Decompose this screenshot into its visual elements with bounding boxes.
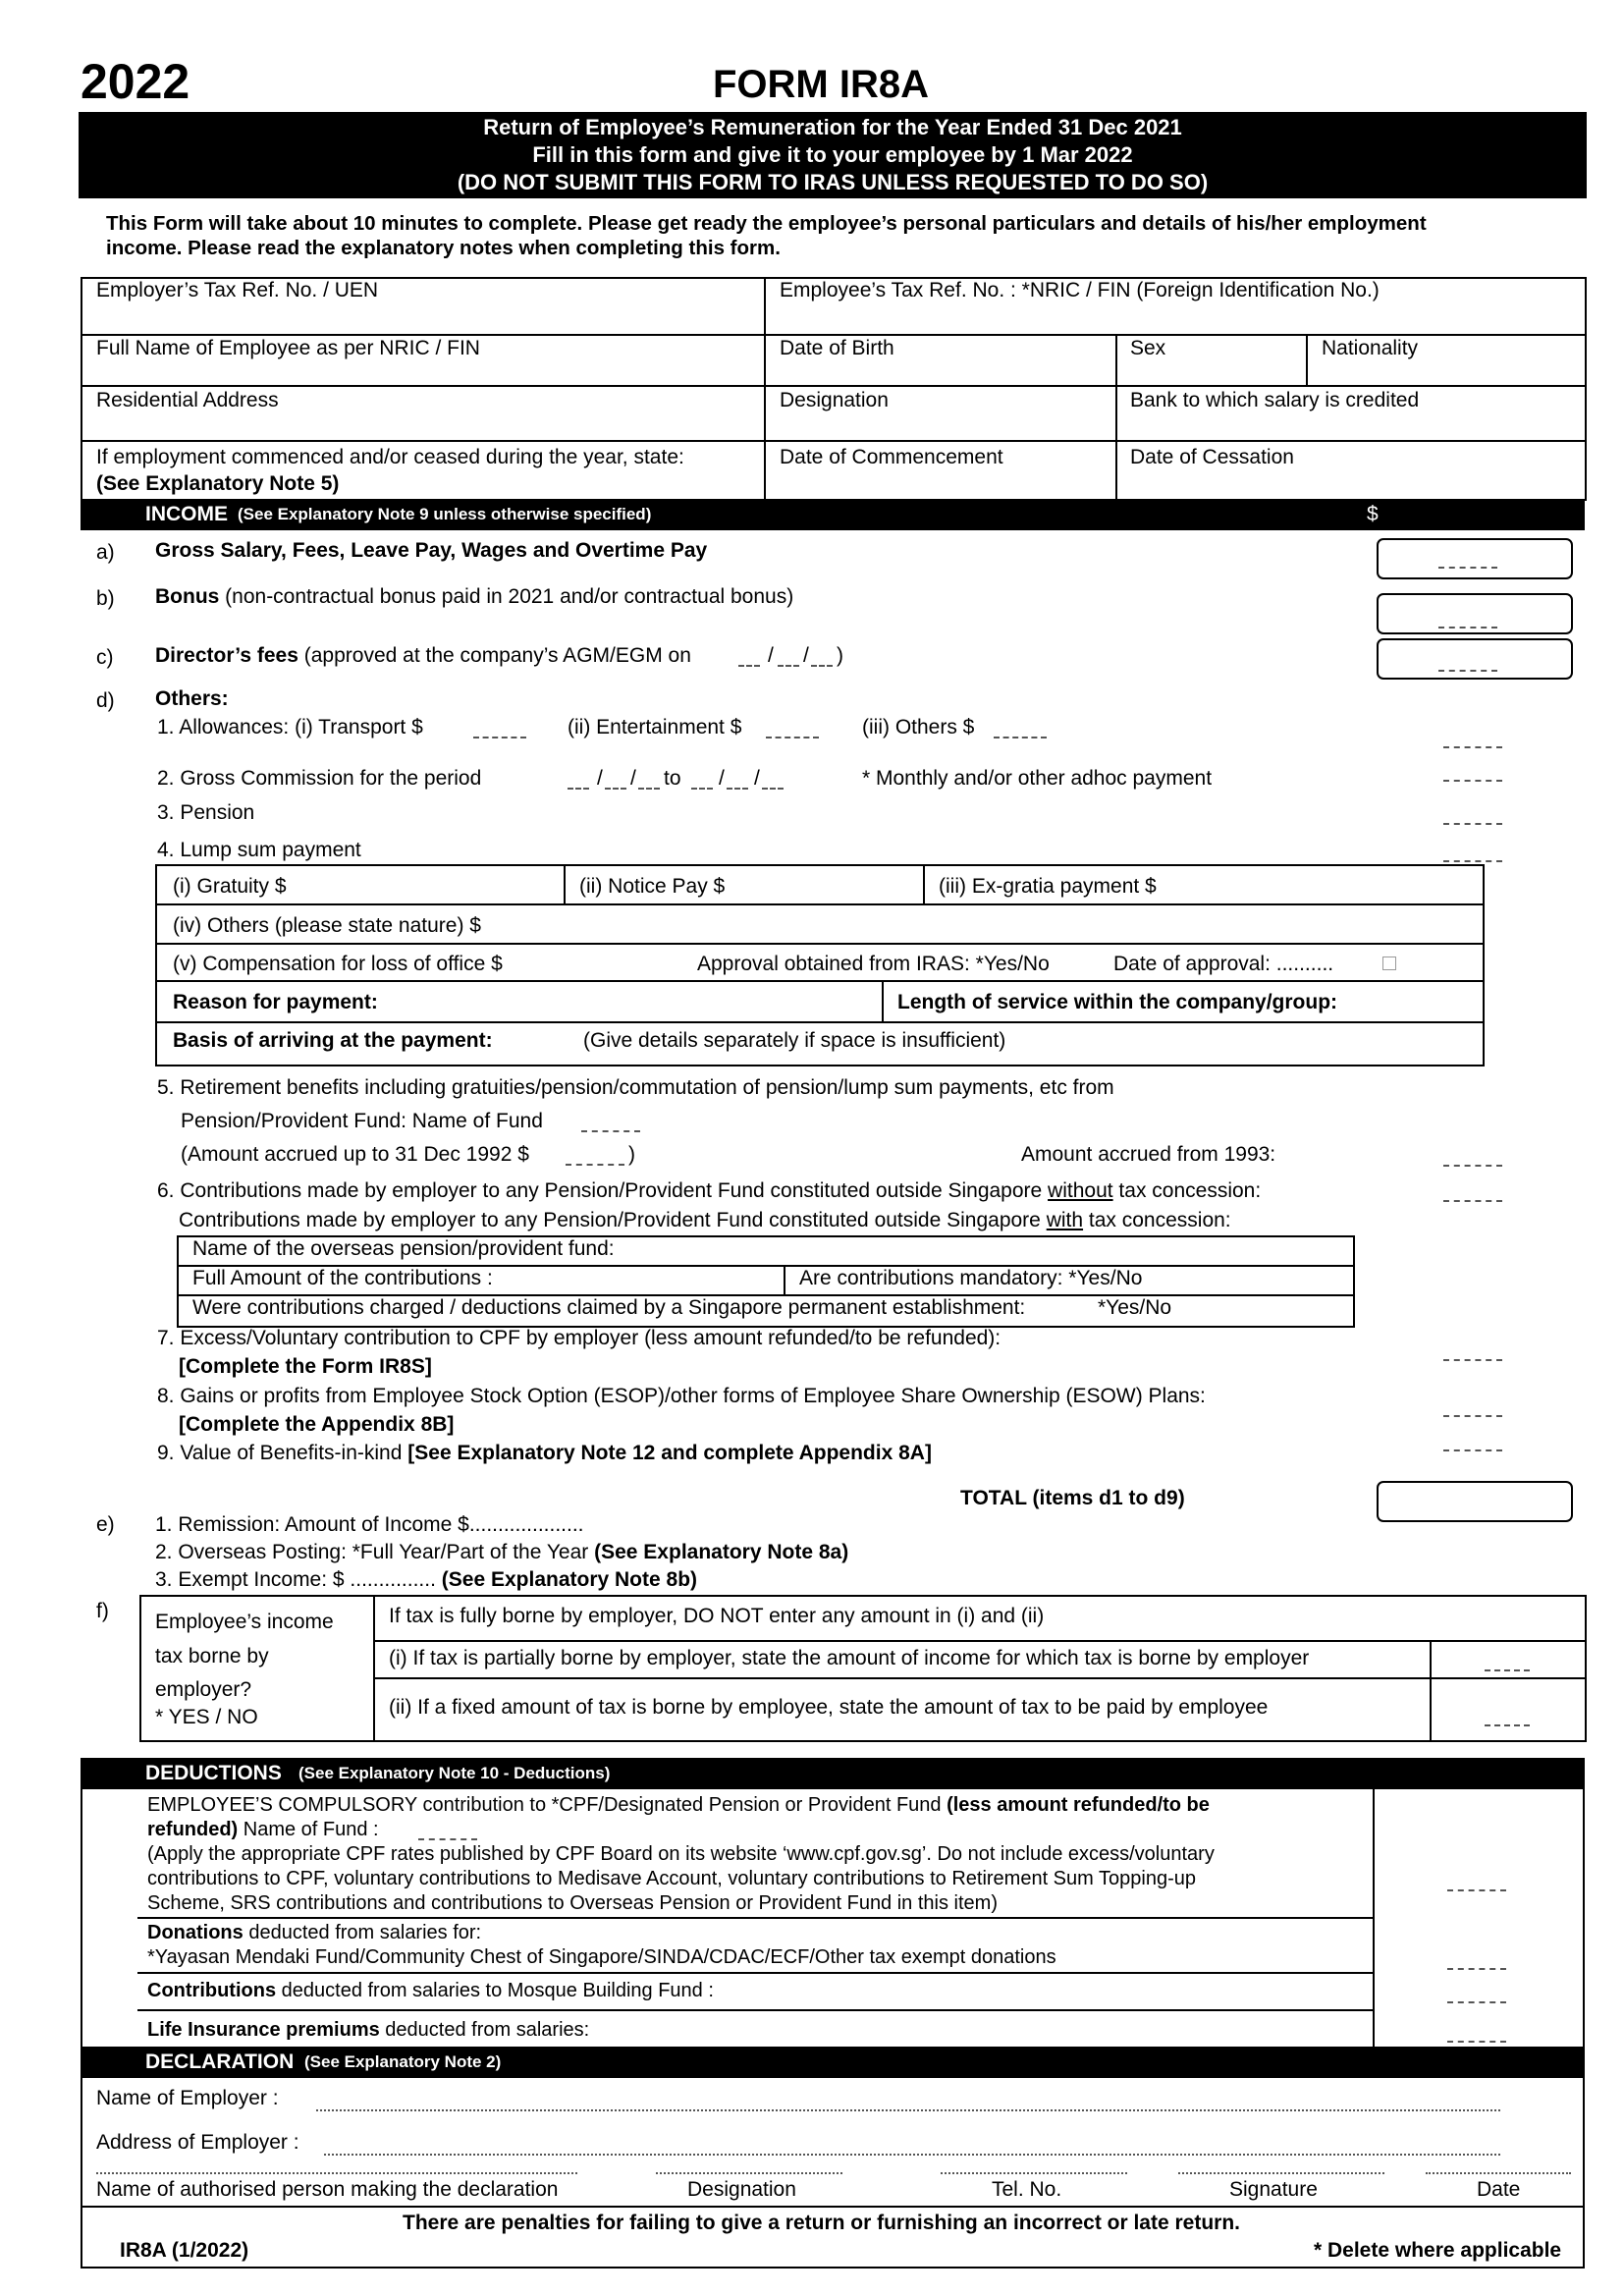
- lump-sum-amount[interactable]: [1443, 860, 1502, 862]
- approval-checkbox[interactable]: [1382, 957, 1396, 970]
- fund-name-input[interactable]: [581, 1130, 640, 1132]
- basis-note: (Give details separately if space is insufficient): [583, 1029, 1006, 1052]
- overseas-full-amount[interactable]: Full Amount of the contributions :: [192, 1267, 493, 1289]
- overseas-fund-name[interactable]: Name of the overseas pension/provident fund:: [192, 1237, 615, 1260]
- item-e-letter: e): [96, 1513, 115, 1536]
- tax-borne-question-1: Employee’s income: [155, 1611, 334, 1633]
- income-dollar: $: [1367, 503, 1379, 525]
- commission-label: 2. Gross Commission for the period: [157, 767, 482, 790]
- accrued-1993-amount[interactable]: [1443, 1165, 1502, 1167]
- deductions-title: DEDUCTIONS: [145, 1762, 282, 1784]
- benefits-in-kind-label: 9. Value of Benefits-in-kind [See Explanatory Note 12 and complete Appendix 8A]: [157, 1442, 932, 1464]
- sex-label[interactable]: Sex: [1130, 337, 1166, 359]
- mosque-fund-label: Contributions deducted from salaries to Mosque Building Fund :: [147, 1980, 714, 2001]
- accrued-1992-label: (Amount accrued up to 31 Dec 1992 $: [181, 1143, 529, 1166]
- gross-salary-label: Gross Salary, Fees, Leave Pay, Wages and Overtime Pay: [155, 539, 708, 562]
- date-input[interactable]: [1426, 2172, 1571, 2174]
- signature-input[interactable]: [1178, 2172, 1384, 2174]
- delete-note: * Delete where applicable: [1314, 2239, 1562, 2262]
- tax-partially-borne-text: (i) If tax is partially borne by employer, state the amount of income for which tax is borne by employer: [389, 1647, 1310, 1669]
- other-allowance-input[interactable]: [994, 737, 1047, 738]
- item-d-letter: d): [96, 689, 115, 712]
- accrued-1992-input[interactable]: [566, 1164, 624, 1166]
- others-title: Others:: [155, 687, 229, 710]
- cpf-note-line-1: (Apply the appropriate CPF rates published by CPF Board on its website ‘www.cpf.gov.sg’. Do not include excess/voluntary: [147, 1843, 1215, 1865]
- basis-of-payment-label[interactable]: Basis of arriving at the payment:: [173, 1029, 493, 1052]
- length-of-service-label[interactable]: Length of service within the company/group:: [897, 991, 1338, 1013]
- contrib-without-concession-amount[interactable]: [1443, 1200, 1502, 1202]
- employment-period-label: If employment commenced and/or ceased during the year, state:: [96, 446, 684, 468]
- tax-borne-yes-no[interactable]: * YES / NO: [155, 1706, 258, 1728]
- allowances-amount[interactable]: [1443, 746, 1502, 748]
- sig-date-label: Date: [1477, 2178, 1521, 2201]
- lump-sum-label: 4. Lump sum payment: [157, 839, 361, 861]
- sig-signature-label: Signature: [1229, 2178, 1318, 2201]
- employee-name-label[interactable]: Full Name of Employee as per NRIC / FIN: [96, 337, 480, 359]
- monthly-adhoc-label: * Monthly and/or other adhoc payment: [862, 767, 1213, 790]
- income-section-bar: [81, 499, 1585, 530]
- header-banner: [79, 112, 1587, 198]
- declaration-title: DECLARATION: [145, 2050, 295, 2073]
- cpf-fund-name-input[interactable]: [418, 1838, 477, 1840]
- notice-pay-field[interactable]: (ii) Notice Pay $: [579, 875, 726, 898]
- bank-label[interactable]: Bank to which salary is credited: [1130, 389, 1420, 411]
- ex-gratia-field[interactable]: (iii) Ex-gratia payment $: [939, 875, 1157, 898]
- transport-allowance-input[interactable]: [473, 737, 526, 738]
- banner-line-1: Return of Employee’s Remuneration for the Year Ended 31 Dec 2021: [483, 115, 1182, 139]
- deductions-section-bar: [81, 1758, 1585, 1789]
- explanatory-note-5: (See Explanatory Note 5): [96, 472, 340, 495]
- nationality-label[interactable]: Nationality: [1322, 337, 1419, 359]
- employer-address-input[interactable]: [324, 2154, 1500, 2156]
- designation-label[interactable]: Designation: [780, 389, 889, 411]
- esop-gains-label: 8. Gains or profits from Employee Stock Option (ESOP)/other forms of Employee Share Ownership (ESOW) Plans:: [157, 1385, 1206, 1407]
- agm-date-day[interactable]: [738, 665, 760, 667]
- tax-fixed-amount[interactable]: [1485, 1724, 1530, 1726]
- bonus-label: Bonus (non-contractual bonus paid in 2021 and/or contractual bonus): [155, 585, 794, 608]
- entertainment-allowance-input[interactable]: [766, 737, 819, 738]
- income-title: INCOME: [145, 503, 228, 525]
- excess-cpf-label: 7. Excess/Voluntary contribution to CPF by employer (less amount refunded/to be refunded):: [157, 1327, 1001, 1349]
- tax-fixed-amount-text: (ii) If a fixed amount of tax is borne by employee, state the amount of tax to be paid by employee: [389, 1696, 1269, 1719]
- complete-ir8s-note: [Complete the Form IR8S]: [179, 1355, 432, 1378]
- income-note: (See Explanatory Note 9 unless otherwise specified): [238, 505, 652, 523]
- gross-salary-input[interactable]: [1377, 538, 1573, 579]
- excess-cpf-amount[interactable]: [1443, 1359, 1502, 1361]
- declaration-note: (See Explanatory Note 2): [304, 2052, 502, 2071]
- esop-gains-amount[interactable]: [1443, 1415, 1502, 1417]
- directors-fees-input[interactable]: [1377, 638, 1573, 680]
- other-allowance-label: (iii) Others $: [862, 716, 975, 738]
- residential-address-label[interactable]: Residential Address: [96, 389, 279, 411]
- agm-date-month[interactable]: [778, 665, 799, 667]
- form-year: 2022: [81, 54, 190, 109]
- allowances-label: 1. Allowances: (i) Transport $: [157, 716, 423, 738]
- authorised-person-label: Name of authorised person making the declaration: [96, 2178, 559, 2201]
- declaration-section-bar: [81, 2047, 1585, 2078]
- tax-fully-borne-text: If tax is fully borne by employer, DO NOT enter any amount in (i) and (ii): [389, 1605, 1045, 1627]
- donations-funds-text: *Yayasan Mendaki Fund/Community Chest of Singapore/SINDA/CDAC/ECF/Other tax exempt donations: [147, 1946, 1056, 1968]
- remission-label: 1. Remission: Amount of Income $....................: [155, 1513, 584, 1536]
- life-insurance-label: Life Insurance premiums deducted from salaries:: [147, 2019, 590, 2041]
- cpf-refunded-label: refunded) Name of Fund :: [147, 1819, 379, 1840]
- item-f-letter: f): [96, 1600, 109, 1622]
- retirement-benefits-label: 5. Retirement benefits including gratuities/pension/commutation of pension/lump sum payments, etc from: [157, 1076, 1114, 1099]
- donations-amount[interactable]: [1447, 1968, 1506, 1970]
- employee-tax-ref-label[interactable]: Employee’s Tax Ref. No. : *NRIC / FIN (Foreign Identification No.): [780, 279, 1380, 301]
- pension-label: 3. Pension: [157, 801, 255, 824]
- directors-fees-label: Director’s fees (approved at the company’s AGM/EGM on: [155, 644, 691, 667]
- accrued-1993-label: Amount accrued from 1993:: [1021, 1143, 1276, 1166]
- form-code: IR8A (1/2022): [120, 2239, 249, 2262]
- total-label: TOTAL (items d1 to d9): [960, 1487, 1185, 1509]
- mosque-fund-amount[interactable]: [1447, 2001, 1506, 2003]
- life-insurance-amount[interactable]: [1447, 2041, 1506, 2043]
- entertainment-label: (ii) Entertainment $: [568, 716, 742, 738]
- overseas-charged-yn[interactable]: *Yes/No: [1098, 1296, 1172, 1319]
- date-of-cessation-label[interactable]: Date of Cessation: [1130, 446, 1294, 468]
- item-b-letter: b): [96, 587, 115, 610]
- fund-name-label: Pension/Provident Fund: Name of Fund: [181, 1110, 543, 1132]
- tax-borne-question-2: tax borne by: [155, 1645, 269, 1667]
- complete-appendix-8b-note: [Complete the Appendix 8B]: [179, 1413, 455, 1436]
- authorised-person-input[interactable]: [96, 2172, 577, 2174]
- commission-amount[interactable]: [1443, 780, 1502, 782]
- form-title: FORM IR8A: [713, 63, 929, 106]
- tel-no-input[interactable]: [941, 2172, 1127, 2174]
- reason-for-payment-label[interactable]: Reason for payment:: [173, 991, 378, 1013]
- penalty-note: There are penalties for failing to give a return or furnishing an incorrect or late return.: [403, 2212, 1241, 2234]
- iras-approval-field[interactable]: Approval obtained from IRAS: *Yes/No: [697, 953, 1050, 975]
- overseas-charged[interactable]: Were contributions charged / deductions claimed by a Singapore permanent establishment:: [192, 1296, 1026, 1319]
- compensation-field[interactable]: (v) Compensation for loss of office $: [173, 953, 503, 975]
- overseas-posting-label: 2. Overseas Posting: *Full Year/Part of the Year (See Explanatory Note 8a): [155, 1541, 849, 1563]
- tax-borne-question-3: employer?: [155, 1678, 252, 1701]
- date-of-commencement-label[interactable]: Date of Commencement: [780, 446, 1003, 468]
- item-a-letter: a): [96, 541, 115, 564]
- designation-input[interactable]: [656, 2172, 842, 2174]
- sig-designation-label: Designation: [687, 2178, 796, 2201]
- benefits-in-kind-amount[interactable]: [1443, 1449, 1502, 1451]
- banner-line-2: Fill in this form and give it to your employee by 1 Mar 2022: [532, 142, 1133, 167]
- total-input[interactable]: [1377, 1481, 1573, 1522]
- banner-line-3: (DO NOT SUBMIT THIS FORM TO IRAS UNLESS REQUESTED TO DO SO): [457, 170, 1209, 194]
- cpf-note-line-3: Scheme, SRS contributions and contributions to Overseas Pension or Provident Fund in this item): [147, 1892, 998, 1914]
- donations-label: Donations deducted from salaries for:: [147, 1922, 482, 1943]
- intro-text-1: This Form will take about 10 minutes to complete. Please get ready the employee’s personal particulars and details of his/her employment: [106, 212, 1427, 235]
- pension-amount[interactable]: [1443, 823, 1502, 825]
- sig-tel-label: Tel. No.: [992, 2178, 1062, 2201]
- gratuity-field[interactable]: (i) Gratuity $: [173, 875, 287, 898]
- employer-name-label: Name of Employer :: [96, 2087, 279, 2109]
- overseas-mandatory[interactable]: Are contributions mandatory: *Yes/No: [799, 1267, 1143, 1289]
- employer-tax-ref-label[interactable]: Employer’s Tax Ref. No. / UEN: [96, 279, 379, 301]
- exempt-income-label: 3. Exempt Income: $ ............... (See Explanatory Note 8b): [155, 1568, 698, 1591]
- cpf-contribution-label: EMPLOYEE’S COMPULSORY contribution to *CPF/Designated Pension or Provident Fund (less amount refunded/to be: [147, 1794, 1210, 1816]
- item-c-letter: c): [96, 646, 114, 669]
- lump-others-field[interactable]: (iv) Others (please state nature) $: [173, 914, 481, 937]
- deductions-note: (See Explanatory Note 10 - Deductions): [298, 1764, 611, 1782]
- contrib-without-concession-label: 6. Contributions made by employer to any Pension/Provident Fund constituted outside Singapore without tax concession:: [157, 1179, 1262, 1202]
- cpf-note-line-2: contributions to CPF, voluntary contributions to Medisave Account, voluntary contributions to Retirement Sum Topping-up: [147, 1868, 1196, 1889]
- employer-name-input[interactable]: [316, 2109, 1500, 2111]
- contrib-with-concession-label: Contributions made by employer to any Pension/Provident Fund constituted outside Singapore with tax concession:: [179, 1209, 1231, 1231]
- employer-address-label: Address of Employer :: [96, 2131, 299, 2154]
- date-of-birth-label[interactable]: Date of Birth: [780, 337, 894, 359]
- approval-date-field[interactable]: Date of approval: ..........: [1113, 953, 1334, 975]
- cpf-contribution-amount[interactable]: [1447, 1889, 1506, 1891]
- intro-text-2: income. Please read the explanatory notes when completing this form.: [106, 237, 781, 259]
- tax-partially-borne-amount[interactable]: [1485, 1669, 1530, 1671]
- agm-date-year[interactable]: [811, 665, 833, 667]
